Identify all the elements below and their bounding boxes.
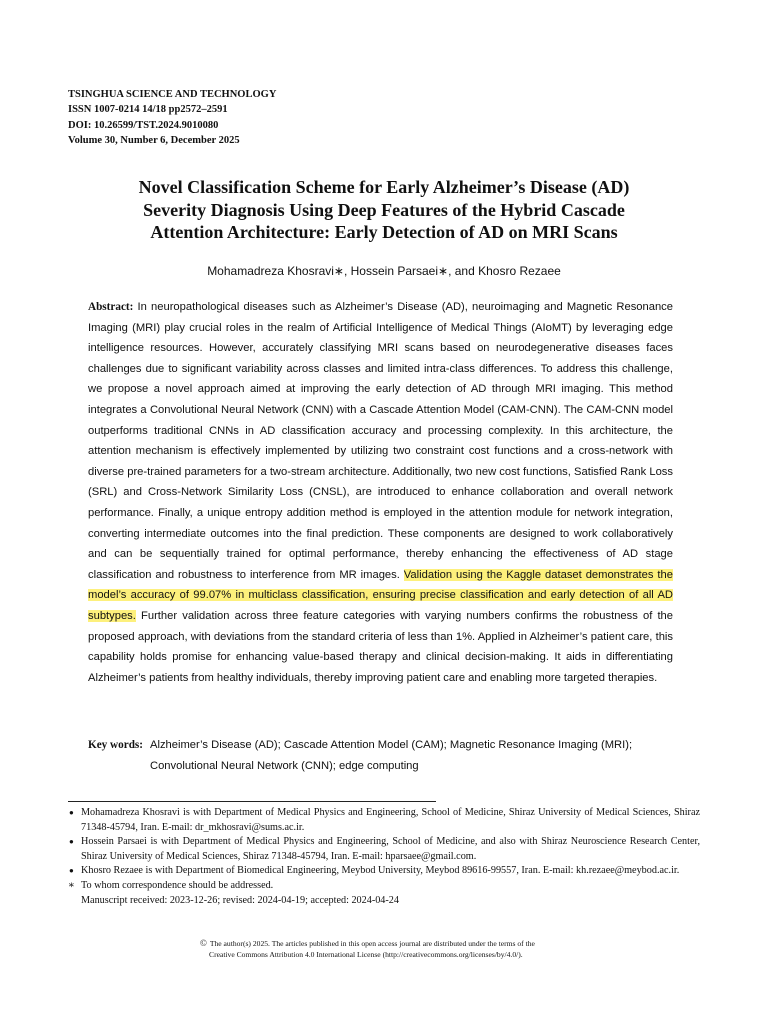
license-notice [200, 938, 620, 960]
footnotes [68, 806, 700, 908]
title-line-1: Novel Classification Scheme for Early Alzheimer’s Disease (AD) [138, 177, 630, 197]
footnote-author-2 [68, 835, 700, 864]
abstract-highlight: Validation using the Kaggle dataset demonstrates the model’s accuracy of 99.07% in multiclass classification, ensuring precise classification and early detection of all AD subtypes. [88, 568, 673, 622]
footnote-text: Manuscript received: 2023-12-26; revised: 2024-04-19; accepted: 2024-04-24 [81, 894, 399, 906]
journal-issn: ISSN 1007-0214 14/18 pp2572–2591 [68, 104, 228, 116]
keywords [88, 735, 673, 776]
asterisk-icon: ∗ [68, 879, 75, 891]
author-list: Mohamadreza Khosravi∗, Hossein Parsaei∗, and Khosro Rezaee [207, 264, 561, 278]
footnote-text: Hossein Parsaei is with Department of Medical Physics and Engineering, School of Medicine, and also with Shiraz Neuroscience Research Center, Shiraz University of Medical Sciences, Shiraz 71348-45794, Iran. E-mail: hparsaee@gmail.com. [81, 836, 700, 862]
footnote-text: To whom correspondence should be addressed. [81, 879, 274, 891]
bullet-icon: ● [69, 808, 74, 817]
title-line-3: Attention Architecture: Early Detection of AD on MRI Scans [150, 222, 618, 242]
bullet-icon: ● [69, 866, 74, 876]
license-line-2: Creative Commons Attribution 4.0 International License (http://creativecommons.org/licenses/by/4.0/). [209, 949, 523, 959]
keywords-label: Key words: [88, 739, 143, 751]
footnote-author-1 [68, 806, 700, 835]
footnote-author-3 [68, 864, 700, 879]
paper-title [80, 176, 688, 244]
footnote-correspondence [68, 879, 700, 894]
journal-info [68, 87, 368, 148]
abstract [88, 297, 673, 688]
abstract-label: Abstract: [88, 301, 134, 313]
journal-name: TSINGHUA SCIENCE AND TECHNOLOGY [68, 89, 277, 100]
bullet-icon: ● [69, 837, 74, 847]
manuscript-dates [68, 894, 700, 909]
license-line-1: The author(s) 2025. The articles published in this open access journal are distributed under the terms of the [209, 939, 535, 948]
copyright-icon: © [200, 938, 207, 948]
footnote-text: Mohamadreza Khosravi is with Department of Medical Physics and Engineering, School of Medicine, Shiraz University of Medical Sciences, Shiraz 71348-45794, Iran. E-mail: dr_mkhosravi@sums.ac.ir. [81, 807, 700, 833]
title-line-2: Severity Diagnosis Using Deep Features of the Hybrid Cascade [143, 199, 625, 220]
abstract-text-before: In neuropathological diseases such as Alzheimer’s Disease (AD), neuroimaging and Magnetic Resonance Imaging (MRI) play crucial roles in the realm of Artificial Intelligence of Medical Things (AIoMT) by leveraging edge intelligence resources. However, accurately classifying MRI scans based on neurodegenerative diseases faces challenges due to significant variability across classes and limited intra-class differences. To address this challenge, we propose a novel approach aimed at improving the early detection of AD through MRI imaging. This method integrates a Convolutional Neural Network (CNN) with a Cascade Attention Model (CAM-CNN). The CAM-CNN model outperforms traditional CNNs in AD classification accuracy and processing complexity. In this architecture, the attention mechanism is effectively implemented by utilizing two constraint cost functions and a cross-network with diverse pre-trained parameters for a two-stream architecture. Additionally, two new cost functions, Satisfied Rank Loss (SRL) and Cross-Network Similarity Loss (CNSL), are introduced to enhance collaboration and overall network performance. Finally, a unique entropy addition method is employed in the attention module for network integration, converting intermediate outcomes into the final prediction. These components are designed to work collaboratively and can be sequentially trained for optimal performance, thereby enhancing the effectiveness of AD stage classification and robustness to interference from MR images. [88, 301, 673, 581]
abstract-text-after: Further validation across three feature categories with varying numbers confirms the robustness of the proposed approach, with deviations from the standard criteria of less than 1%. Applied in Alzheimer’s patient care, this capability holds promise for enhancing value-based therapy and clinical decision-making. It aids in differentiating Alzheimer’s patients from healthy individuals, thereby improving patient care and enabling more targeted therapies. [88, 609, 673, 684]
footnote-text: Khosro Rezaee is with Department of Biomedical Engineering, Meybod University, Meybod 89616-99557, Iran. E-mail: kh.rezaee@meybod.ac.ir. [81, 865, 680, 877]
footnote-divider [68, 801, 436, 802]
keywords-text: Alzheimer’s Disease (AD); Cascade Attention Model (CAM); Magnetic Resonance Imaging (MRI); Convolutional Neural Network (CNN); edge computing [150, 739, 633, 772]
journal-volume: Volume 30, Number 6, December 2025 [68, 134, 240, 146]
journal-doi: DOI: 10.26599/TST.2024.9010080 [68, 119, 219, 131]
